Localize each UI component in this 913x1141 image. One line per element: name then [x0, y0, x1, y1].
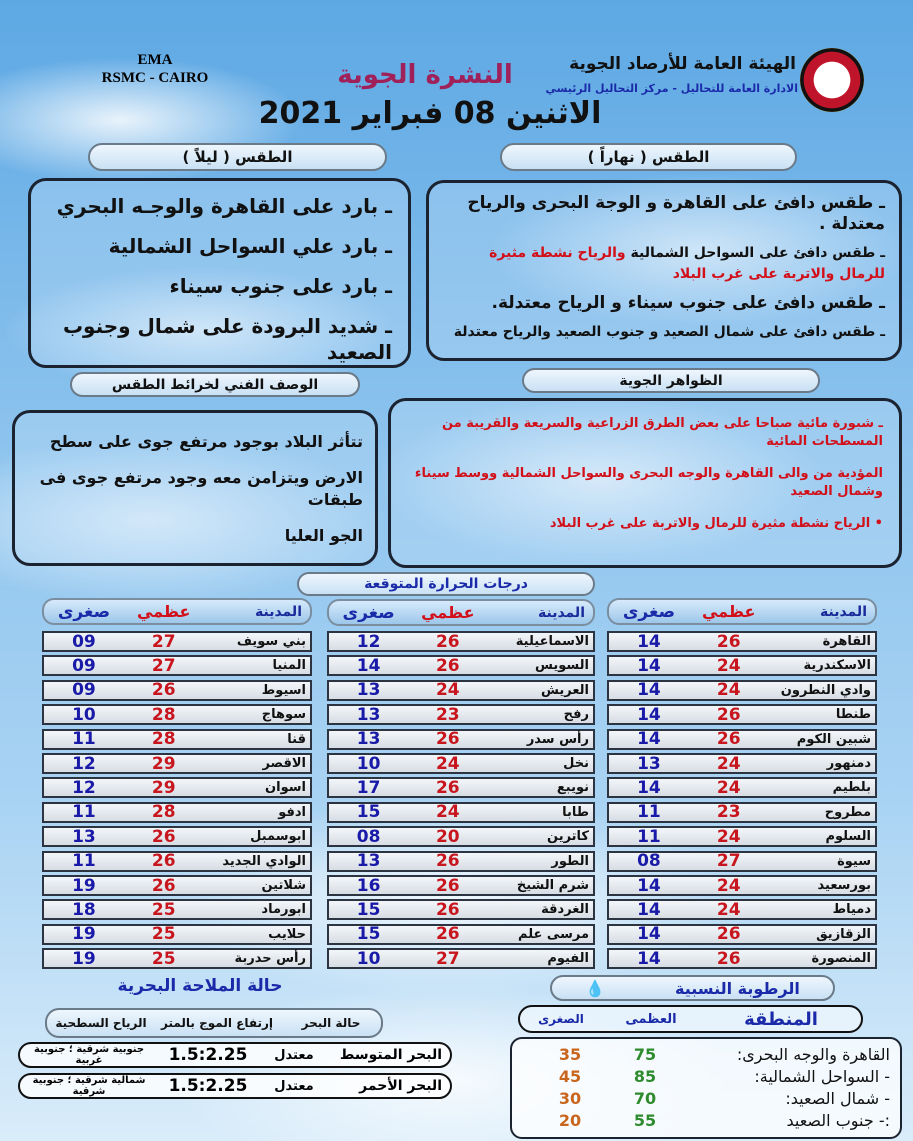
technical-box [12, 410, 378, 566]
temps-table-row [42, 851, 312, 872]
col-max: عظمي [136, 602, 191, 621]
min-temp: 15 [356, 899, 381, 920]
temps-table-row [607, 729, 877, 750]
day-line-warning: والرياح نشطة مثيرة للرمال والاتربة على غرب البلاد [489, 245, 885, 282]
temps-table-row [607, 851, 877, 872]
temps-table-row [607, 777, 877, 798]
min-temp: 15 [356, 924, 381, 945]
max-temp: 25 [151, 948, 176, 969]
max-temp: 24 [435, 680, 460, 701]
city-name: بورسعيد [817, 878, 871, 893]
city-name: سيوة [837, 853, 871, 869]
min-temp: 11 [72, 851, 96, 872]
day-heading: الطقس ( نهاراً ) [500, 143, 797, 171]
surface-wind: جنوبية شرقية ؛ جنوبية غربية [33, 1044, 145, 1066]
humidity-col-region: المنطقة [744, 1008, 818, 1030]
min-temp: 12 [72, 753, 96, 774]
max-temp: 29 [151, 777, 176, 798]
min-temp: 14 [637, 680, 661, 701]
min-temp: 14 [637, 631, 661, 652]
col-min: صغرى [342, 602, 395, 623]
temps-table-row [42, 704, 312, 725]
night-line: ـ بارد على جنوب سيناء [169, 274, 392, 298]
temps-table-row [42, 802, 312, 823]
min-temp: 14 [637, 704, 661, 725]
bulletin-title: النشرة الجوية [337, 60, 513, 90]
temps-table-row [42, 655, 312, 676]
temps-table-row [327, 802, 595, 823]
city-name: السويس [535, 658, 589, 674]
min-temp: 11 [72, 802, 96, 823]
humidity-row [522, 1065, 890, 1087]
temps-table-row [327, 704, 595, 725]
max-temp: 26 [435, 631, 460, 652]
night-line: ـ بارد على القاهرة والوجـه البحري [56, 194, 392, 218]
city-name: المنصورة [811, 951, 871, 967]
humidity-min: 45 [558, 1066, 582, 1086]
city-name: بلطيم [832, 780, 871, 796]
humidity-region: :- جنوب الصعيد [786, 1110, 890, 1130]
city-name: نخل [563, 756, 589, 771]
temps-table-row [607, 704, 877, 725]
temps-table-row [607, 826, 877, 847]
city-name: طابا [562, 804, 589, 820]
city-name: شبين الكوم [796, 731, 871, 747]
max-temp: 26 [435, 851, 460, 872]
day-line [429, 293, 899, 314]
city-name: الاسماعيلية [515, 634, 589, 649]
max-temp: 25 [151, 924, 176, 945]
phenomena-line: • الرياح نشطة مثيرة للرمال والاتربة على غرب البلاد [549, 516, 883, 531]
humidity-region: - شمال الصعيد: [785, 1088, 890, 1108]
temps-table-row [607, 655, 877, 676]
max-temp: 24 [716, 875, 741, 896]
humidity-row [522, 1087, 890, 1109]
min-temp: 12 [72, 777, 96, 798]
night-line: ـ شديد البرودة على شمال وجنوب الصعيد [62, 314, 392, 364]
max-temp: 24 [716, 753, 741, 774]
humidity-max: 55 [633, 1110, 657, 1130]
sea-heading: حالة الملاحة البحرية [117, 976, 283, 996]
humidity-box [510, 1037, 902, 1139]
min-temp: 08 [637, 851, 661, 872]
humidity-heading [550, 975, 835, 1001]
city-name: قنا [287, 731, 306, 747]
water-drop-icon: 💧 [585, 978, 606, 998]
min-temp: 14 [637, 729, 661, 750]
min-temp: 14 [637, 777, 661, 798]
temps-table-row [607, 680, 877, 701]
max-temp: 26 [435, 655, 460, 676]
max-temp: 27 [151, 655, 176, 676]
city-name: بني سويف [236, 634, 306, 649]
technical-line: الجو العليا [284, 526, 363, 545]
sea-name: البحر الأحمر [359, 1078, 442, 1094]
city-name: الفيوم [547, 951, 589, 967]
city-name: مرسى علم [518, 926, 589, 942]
city-name: الغردقة [541, 902, 589, 918]
max-temp: 26 [716, 729, 741, 750]
technical-line: الارض ويتزامن معه وجود مرتفع جوى فى طبقات [39, 468, 363, 509]
temps-table-row [327, 948, 595, 969]
sea-name: البحر المتوسط [339, 1047, 442, 1063]
surface-wind: شمالية شرقية ؛ جنوبية شرقية [32, 1075, 146, 1097]
city-name: اسيوط [261, 682, 306, 698]
temps-table-header [42, 598, 312, 625]
temps-table-row [327, 753, 595, 774]
humidity-region: - السواحل الشمالية: [754, 1066, 890, 1086]
humidity-max: 70 [633, 1088, 657, 1108]
max-temp: 26 [435, 729, 460, 750]
min-temp: 15 [356, 802, 381, 823]
phenomena-line: المؤدية من والى القاهرة والوجه البحرى والسواحل الشمالية ووسط سيناء وشمال الصعيد [414, 466, 883, 499]
col-max: عظمي [421, 603, 475, 622]
temps-table-row [42, 899, 312, 920]
city-name: ابوسمبل [250, 829, 306, 845]
max-temp: 27 [716, 851, 741, 872]
min-temp: 14 [637, 899, 661, 920]
max-temp: 26 [435, 777, 460, 798]
max-temp: 24 [716, 899, 741, 920]
sea-col-wave: إرتفاع الموج بالمتر [161, 1015, 273, 1030]
max-temp: 26 [716, 948, 741, 969]
sea-state: معتدل [274, 1078, 314, 1094]
min-temp: 14 [637, 655, 661, 676]
sea-header [45, 1008, 383, 1038]
ema-logo [800, 48, 864, 112]
max-temp: 26 [716, 704, 741, 725]
technical-line: تتأثر البلاد بوجود مرتفع جوى على سطح [49, 432, 363, 451]
min-temp: 13 [637, 753, 661, 774]
temps-table-header [327, 599, 595, 626]
max-temp: 26 [435, 899, 460, 920]
min-temp: 19 [72, 875, 96, 896]
max-temp: 24 [435, 802, 460, 823]
max-temp: 26 [151, 826, 176, 847]
min-temp: 13 [356, 680, 381, 701]
col-max: عظمي [701, 602, 756, 621]
min-temp: 09 [72, 631, 96, 652]
temps-table-row [327, 777, 595, 798]
sea-row [18, 1073, 452, 1099]
temps-table-row [42, 777, 312, 798]
city-name: شلاتين [261, 878, 306, 893]
humidity-row [522, 1109, 890, 1131]
city-name: الزقازيق [816, 926, 871, 942]
col-city: المدينة [820, 603, 867, 620]
city-name: الاقصر [262, 756, 306, 771]
max-temp: 29 [151, 753, 176, 774]
temps-table-row [327, 729, 595, 750]
max-temp: 28 [151, 802, 176, 823]
sea-row [18, 1042, 452, 1068]
temps-table-row [327, 655, 595, 676]
rsmc-label: RSMC - CAIRO [101, 70, 209, 86]
humidity-row [522, 1043, 890, 1065]
min-temp: 10 [356, 948, 381, 969]
day-line [429, 243, 899, 285]
technical-heading: الوصف الفني لخرائط الطقس [70, 372, 360, 397]
min-temp: 08 [356, 826, 381, 847]
temps-table-row [42, 948, 312, 969]
city-name: كاترين [547, 829, 589, 845]
day-line [429, 322, 899, 343]
temps-table-row [327, 631, 595, 652]
night-box [28, 178, 411, 368]
min-temp: 12 [356, 631, 381, 652]
temps-table-row [42, 753, 312, 774]
min-temp: 11 [637, 826, 661, 847]
city-name: نويبع [556, 780, 589, 796]
day-line-text: ـ طقس دافئ على السواحل الشمالية [630, 245, 885, 261]
temps-table-row [327, 851, 595, 872]
max-temp: 28 [151, 729, 176, 750]
max-temp: 26 [151, 875, 176, 896]
max-temp: 27 [435, 948, 460, 969]
min-temp: 11 [72, 729, 96, 750]
day-line [429, 193, 899, 235]
temps-table-row [327, 826, 595, 847]
min-temp: 09 [72, 655, 96, 676]
max-temp: 23 [716, 802, 741, 823]
min-temp: 14 [637, 948, 661, 969]
night-line: ـ بارد علي السواحل الشمالية [108, 234, 392, 258]
col-min: صغرى [622, 601, 675, 622]
humidity-col-max: العظمى [625, 1011, 677, 1027]
temps-table-row [607, 802, 877, 823]
max-temp: 23 [435, 704, 460, 725]
min-temp: 11 [637, 802, 661, 823]
city-name: مطروح [824, 804, 871, 820]
min-temp: 17 [356, 777, 381, 798]
sea-col-state: حالة البحر [301, 1015, 361, 1030]
max-temp: 28 [151, 704, 176, 725]
city-name: ادفو [278, 804, 306, 820]
city-name: دمياط [832, 902, 871, 918]
col-city: المدينة [255, 603, 302, 620]
min-temp: 14 [637, 875, 661, 896]
max-temp: 24 [716, 826, 741, 847]
max-temp: 24 [716, 777, 741, 798]
city-name: السلوم [825, 829, 871, 845]
temps-table-row [607, 875, 877, 896]
temps-table-row [607, 899, 877, 920]
max-temp: 25 [151, 899, 176, 920]
min-temp: 16 [356, 875, 381, 896]
max-temp: 26 [435, 924, 460, 945]
temps-table-row [42, 729, 312, 750]
max-temp: 26 [716, 631, 741, 652]
city-name: ابورماد [261, 902, 306, 918]
humidity-header [518, 1005, 863, 1033]
min-temp: 13 [72, 826, 96, 847]
max-temp: 24 [716, 655, 741, 676]
humidity-region: القاهرة والوجه البحرى: [736, 1044, 890, 1064]
temps-table-row [42, 826, 312, 847]
temps-table-row [607, 753, 877, 774]
temps-table-row [42, 680, 312, 701]
phenomena-line: ـ شبورة مائية صباحا على بعض الطرق الزراعية والسريعة والقريبة من المسطحات المائية [441, 416, 883, 449]
city-name: طنطا [835, 707, 871, 723]
night-heading: الطقس ( ليلاً ) [88, 143, 387, 171]
humidity-min: 35 [558, 1044, 582, 1064]
max-temp: 20 [435, 826, 460, 847]
col-city: المدينة [538, 604, 585, 621]
city-name: المنيا [272, 658, 306, 674]
humidity-min: 30 [558, 1088, 582, 1108]
min-temp: 19 [72, 924, 96, 945]
min-temp: 13 [356, 704, 381, 725]
org-name: الهيئة العامة للأرصاد الجوية [569, 54, 796, 74]
humidity-max: 85 [633, 1066, 657, 1086]
max-temp: 26 [151, 851, 176, 872]
temps-table-row [42, 631, 312, 652]
city-name: شرم الشيخ [516, 878, 589, 893]
min-temp: 19 [72, 948, 96, 969]
max-temp: 26 [716, 924, 741, 945]
city-name: دمنهور [826, 756, 871, 771]
humidity-heading-text: الرطوبة النسبية [675, 978, 800, 998]
city-name: حلايب [268, 926, 306, 942]
humidity-col-min: الصغرى [538, 1012, 584, 1026]
humidity-max: 75 [633, 1044, 657, 1064]
phenomena-box [388, 398, 902, 568]
min-temp: 18 [72, 899, 96, 920]
temps-table-row [42, 924, 312, 945]
min-temp: 14 [637, 924, 661, 945]
day-line-text: ـ طقس دافئ على جنوب سيناء و الرياح معتدلة. [491, 293, 885, 313]
org-dept: الادارة العامة للتحاليل - مركز التحاليل الرئيسي [545, 82, 798, 95]
city-name: رفح [563, 707, 589, 723]
wave-height: 1.5:2.25 [168, 1045, 248, 1065]
temps-table-row [42, 875, 312, 896]
min-temp: 14 [356, 655, 381, 676]
city-name: وادي النطرون [780, 682, 871, 698]
day-line-text: ـ طقس دافئ على شمال الصعيد و جنوب الصعيد والرياح معتدلة [453, 324, 885, 340]
temps-table-row [327, 875, 595, 896]
temps-table-row [327, 899, 595, 920]
city-name: رأس حدربة [234, 951, 306, 967]
city-name: الوادي الجديد [222, 853, 306, 869]
max-temp: 26 [151, 680, 176, 701]
min-temp: 09 [72, 680, 96, 701]
temps-table-row [607, 948, 877, 969]
col-min: صغرى [57, 601, 110, 622]
max-temp: 24 [435, 753, 460, 774]
phenomena-heading: الظواهر الجوية [522, 368, 820, 393]
temps-table-row [327, 680, 595, 701]
min-temp: 10 [356, 753, 381, 774]
city-name: الاسكندرية [803, 658, 871, 674]
wave-height: 1.5:2.25 [168, 1076, 248, 1096]
max-temp: 24 [716, 680, 741, 701]
temps-table-row [607, 924, 877, 945]
max-temp: 26 [435, 875, 460, 896]
city-name: الطور [551, 853, 589, 869]
min-temp: 10 [72, 704, 96, 725]
max-temp: 27 [151, 631, 176, 652]
temps-table-header [607, 598, 877, 625]
ema-label: EMA [137, 52, 173, 68]
sea-col-wind: الرياح السطحية [55, 1015, 147, 1030]
day-line-text: ـ طقس دافئ على القاهرة و الوجة البحرى والرياح معتدلة . [467, 193, 885, 234]
city-name: سوهاج [261, 707, 306, 723]
humidity-min: 20 [558, 1110, 582, 1130]
day-box [426, 180, 902, 361]
temps-heading: درجات الحرارة المتوقعة [297, 572, 595, 596]
city-name: رأس سدر [526, 731, 589, 747]
sea-state: معتدل [274, 1047, 314, 1063]
city-name: القاهرة [822, 634, 871, 649]
min-temp: 13 [356, 729, 381, 750]
temps-table-row [607, 631, 877, 652]
bulletin-date: الاثنين 08 فبراير 2021 [258, 96, 602, 131]
min-temp: 13 [356, 851, 381, 872]
city-name: اسوان [265, 780, 306, 796]
temps-table-row [327, 924, 595, 945]
city-name: العريش [540, 682, 589, 698]
